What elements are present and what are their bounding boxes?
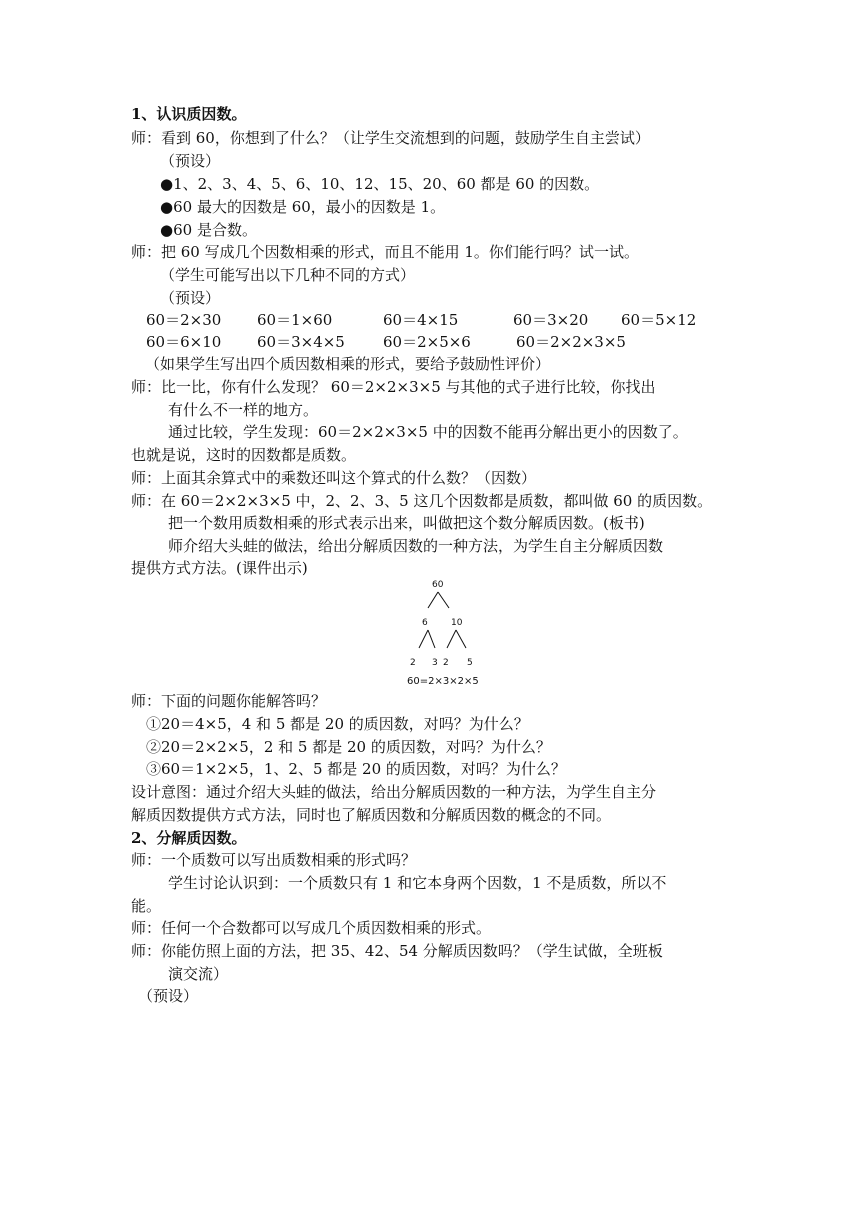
text-line: 师：任何一个合数都可以写成几个质因数相乘的形式。 [131,919,492,937]
text-line: 师：把 60 写成几个因数相乘的形式，而且不能用 1。你们能行吗？试一试。 [131,243,639,261]
equation: 60＝4×15 [383,311,459,329]
text-line: 师介绍大头蛙的做法，给出分解质因数的一种方法，为学生自主分解质因数 [168,537,664,555]
text-line: 学生讨论认识到：一个质数只有 1 和它本身两个因数，1 不是质数，所以不 [168,874,667,892]
text-line: 师：上面其余算式中的乘数还叫这个算式的什么数？（因数） [131,469,537,487]
text-line: （预设） [160,152,221,170]
text-line: 师：在 60＝2×2×3×5 中，2、2、3、5 这几个因数都是质数，都叫做 60 的质因数。 [131,492,713,510]
tree-root: 60 [432,580,444,590]
text-line: 设计意图：通过介绍大头蛙的做法，给出分解质因数的一种方法，为学生自主分 [131,783,657,801]
tree-node-right: 10 [451,618,463,628]
text-line: 也就是说，这时的因数都是质数。 [131,446,357,464]
text-line: （预设） [160,289,221,307]
tree-leaf: 2 [443,658,449,668]
bullet-line: ●1、2、3、4、5、6、10、12、15、20、60 都是 60 的因数。 [160,175,600,193]
bullet-line: ●60 是合数。 [160,221,257,239]
bullet-line: ●60 最大的因数是 60，最小的因数是 1。 [160,198,446,216]
text-line: （预设） [138,987,199,1005]
equation: 60＝3×4×5 [257,333,345,351]
text-line: 提供方式方法。(课件出示) [131,559,308,577]
equation: 60＝1×60 [257,311,333,329]
tree-node-left: 6 [422,618,428,628]
equation: 60＝5×12 [621,311,697,329]
equation: 60＝3×20 [513,311,589,329]
factor-tree-diagram [395,572,505,692]
question-1: ①20＝4×5，4 和 5 都是 20 的质因数，对吗？为什么？ [146,715,529,733]
text-line: 师：你能仿照上面的方法，把 35、42、54 分解质因数吗？（学生试做，全班板 [131,942,663,960]
question-3: ③60＝1×2×5，1、2、5 都是 20 的质因数，对吗？为什么？ [146,760,566,778]
text-line: 师：看到 60，你想到了什么？（让学生交流想到的问题，鼓励学生自主尝试） [131,129,650,147]
equation: 60＝6×10 [146,333,222,351]
question-2: ②20＝2×2×5，2 和 5 都是 20 的质因数，对吗？为什么？ [146,738,551,756]
text-line: 有什么不一样的地方。 [168,401,319,419]
tree-caption: 60=2×3×2×5 [407,676,479,687]
text-line: （学生可能写出以下几种不同的方式） [160,266,416,284]
text-line: 演交流） [168,965,229,983]
section-2-heading: 2、分解质因数。 [131,829,247,847]
tree-leaf: 3 [432,658,438,668]
tree-leaf: 5 [467,658,473,668]
tree-leaf: 2 [410,658,416,668]
section-1-heading: 1、认识质因数。 [131,105,247,123]
text-line: 能。 [131,897,162,915]
text-line: （如果学生写出四个质因数相乘的形式，要给予鼓励性评价） [145,355,551,373]
equation: 60＝2×5×6 [383,333,471,351]
text-line: 通过比较，学生发现：60＝2×2×3×5 中的因数不能再分解出更小的因数了。 [168,423,688,441]
equation: 60＝2×30 [146,311,222,329]
text-line: 师：下面的问题你能解答吗？ [131,692,327,710]
text-line: 解质因数提供方式方法，同时也了解质因数和分解质因数的概念的不同。 [131,806,612,824]
text-line: 师：比一比，你有什么发现？ 60＝2×2×3×5 与其他的式子进行比较，你找出 [131,378,656,396]
text-line: 师：一个质数可以写出质数相乘的形式吗？ [131,851,417,869]
text-line: 把一个数用质数相乘的形式表示出来，叫做把这个数分解质因数。(板书) [168,514,645,532]
equation: 60＝2×2×3×5 [516,333,626,351]
